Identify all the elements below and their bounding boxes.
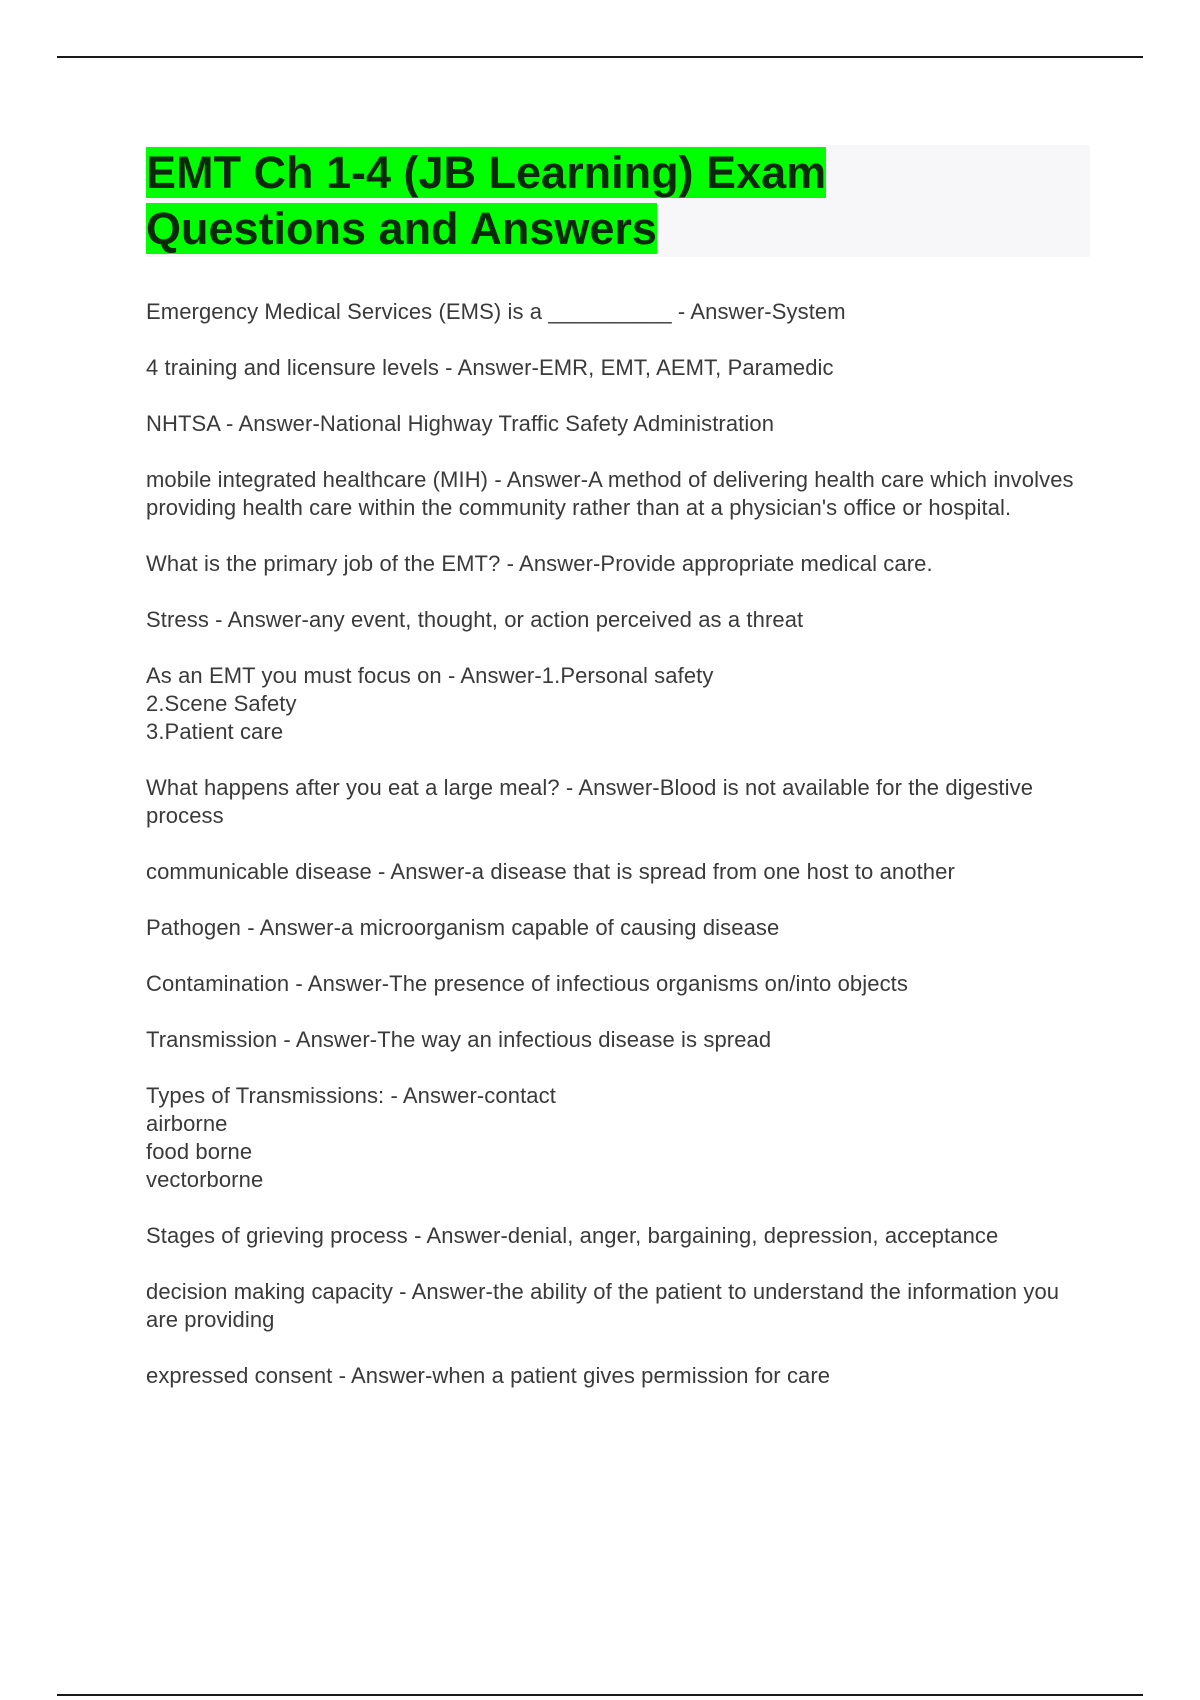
qa-item: Stages of grieving process - Answer-denial, anger, bargaining, depression, acceptance	[146, 1223, 999, 1248]
footer-rule	[57, 1694, 1143, 1696]
qa-item: What is the primary job of the EMT? - Answer-Provide appropriate medical care.	[146, 551, 933, 576]
qa-item: Types of Transmissions: - Answer-contact airborne food borne vectorborne	[146, 1083, 556, 1192]
qa-item: Stress - Answer-any event, thought, or action perceived as a threat	[146, 607, 804, 632]
title-block	[146, 145, 1090, 257]
qa-item: Transmission - Answer-The way an infectious disease is spread	[146, 1027, 772, 1052]
qa-item: Contamination - Answer-The presence of infectious organisms on/into objects	[146, 971, 908, 996]
qa-item: As an EMT you must focus on - Answer-1.Personal safety 2.Scene Safety 3.Patient care	[146, 663, 714, 744]
qa-item: decision making capacity - Answer-the ability of the patient to understand the information you are providing	[146, 1279, 1060, 1332]
page-title-text: EMT Ch 1-4 (JB Learning) Exam Questions and Answers	[146, 147, 827, 254]
qa-item: mobile integrated healthcare (MIH) - Answer-A method of delivering health care which involves providing health care within the community rather than at a physician's office or hospital.	[146, 467, 1074, 520]
qa-list	[146, 298, 1090, 1418]
qa-item: communicable disease - Answer-a disease that is spread from one host to another	[146, 859, 955, 884]
qa-item: Emergency Medical Services (EMS) is a __________ - Answer-System	[146, 299, 846, 324]
page-title	[146, 145, 906, 257]
qa-item: 4 training and licensure levels - Answer-EMR, EMT, AEMT, Paramedic	[146, 355, 834, 380]
header-rule	[57, 56, 1143, 58]
qa-item: NHTSA - Answer-National Highway Traffic Safety Administration	[146, 411, 775, 436]
qa-item: What happens after you eat a large meal? - Answer-Blood is not available for the digestive process	[146, 775, 1034, 828]
qa-item: expressed consent - Answer-when a patient gives permission for care	[146, 1363, 831, 1388]
qa-item: Pathogen - Answer-a microorganism capable of causing disease	[146, 915, 780, 940]
